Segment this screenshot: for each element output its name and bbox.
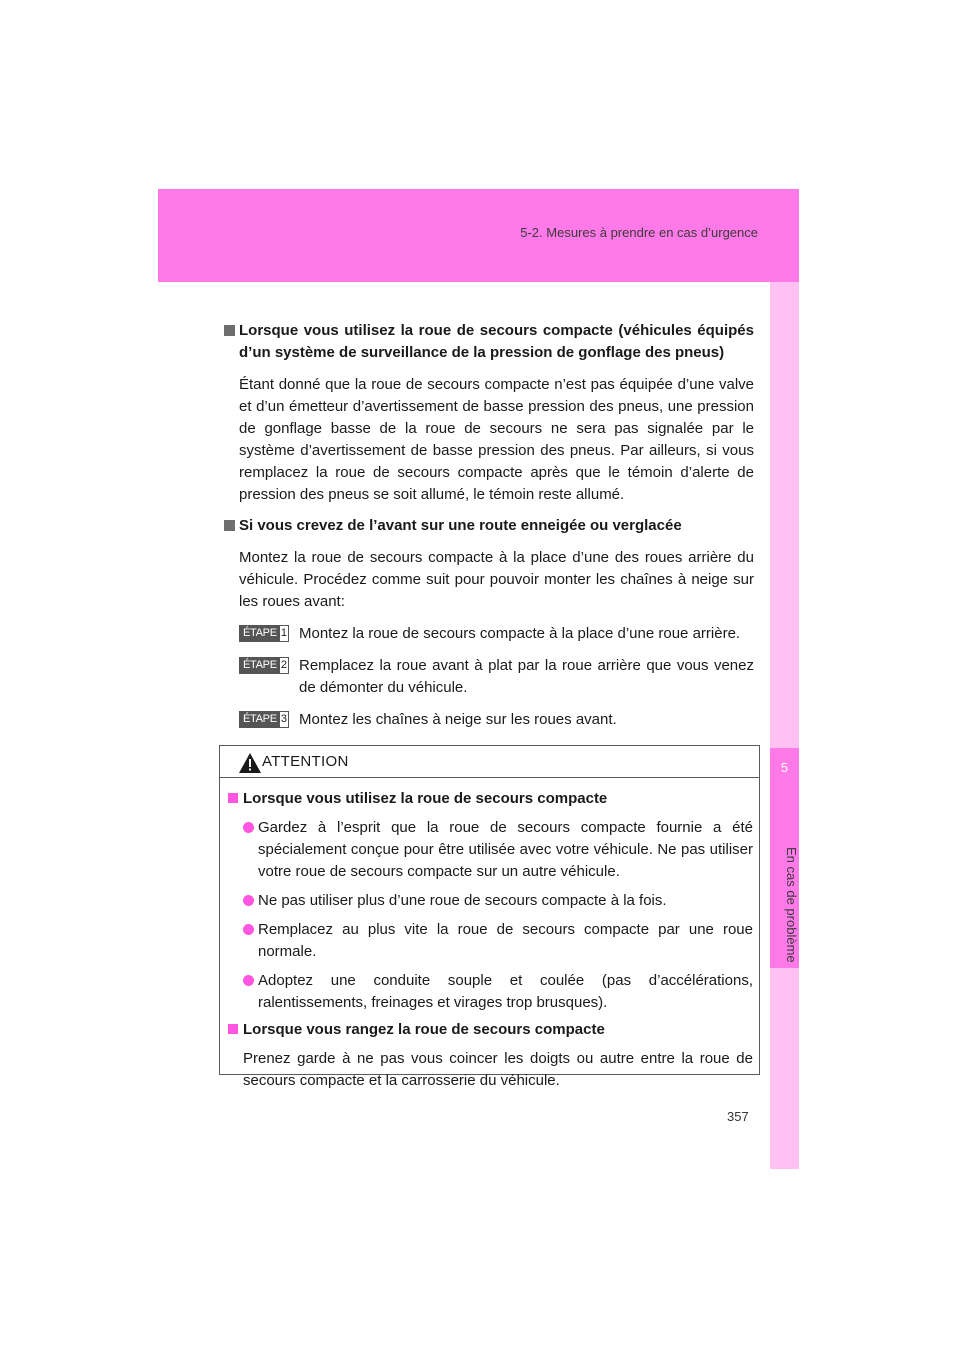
step-badge-number: 3 bbox=[280, 713, 287, 725]
step-2 bbox=[239, 655, 754, 699]
step-text: Montez les chaînes à neige sur les roues avant. bbox=[299, 711, 617, 728]
section-title-2 bbox=[224, 515, 754, 537]
warning-triangle-icon bbox=[238, 752, 262, 774]
page-number: 357 bbox=[727, 1109, 749, 1124]
header-band bbox=[158, 189, 799, 282]
chapter-label: En cas de problème bbox=[784, 847, 799, 963]
square-bullet-icon bbox=[224, 325, 235, 336]
attention-body bbox=[220, 778, 759, 1092]
attention-box bbox=[219, 745, 760, 1089]
bullet-item bbox=[228, 817, 753, 883]
chapter-number: 5 bbox=[780, 760, 789, 775]
step-badge bbox=[239, 711, 289, 728]
section-heading: 5-2. Mesures à prendre en cas d’urgence bbox=[520, 225, 758, 240]
bullet-text: Remplacez au plus vite la roue de secours compacte par une roue normale. bbox=[258, 921, 753, 960]
step-1 bbox=[239, 623, 754, 645]
section-body-2: Montez la roue de secours compacte à la place d’une des roues arrière du véhicule. Procédez comme suit pour pouvoir monter les chaînes à neige sur les roues avant: bbox=[239, 549, 754, 610]
chapter-tab[interactable] bbox=[770, 748, 799, 968]
square-bullet-icon bbox=[228, 793, 238, 803]
step-text: Montez la roue de secours compacte à la place d’une roue arrière. bbox=[299, 625, 741, 642]
square-bullet-icon bbox=[228, 1024, 238, 1034]
bullet-text: Ne pas utiliser plus d’une roue de secours compacte à la fois. bbox=[258, 892, 667, 909]
step-badge-label: ÉTAPE bbox=[240, 658, 280, 673]
round-bullet-icon bbox=[243, 822, 254, 833]
section-body-1: Étant donné que la roue de secours compacte n’est pas équipée d’une valve et d’un émetteur d’avertissement de basse pression des pneus, une pression de gonflage basse de la roue de secours ne sera pas signalée par le système d’avertissement de basse pression des pneus. Par ailleurs, si vous remplacez la roue de secours compacte après que le témoin d’alerte de pression des pneus se soit allumé, le témoin reste allumé. bbox=[239, 376, 754, 503]
side-tab bbox=[770, 282, 799, 1169]
section-title-1-text: Lorsque vous utilisez la roue de secours compacte (véhicules équipés d’un système de surveillance de la pression de gonflage des pneus) bbox=[239, 322, 754, 361]
bullet-item bbox=[228, 890, 753, 912]
bullet-item bbox=[228, 919, 753, 963]
section-title-2-text: Si vous crevez de l’avant sur une route enneigée ou verglacée bbox=[239, 517, 682, 534]
bullet-text: Adoptez une conduite souple et coulée (pas d’accélérations, ralentissements, freinages et virages trop brusques). bbox=[258, 972, 753, 1011]
step-badge bbox=[239, 657, 289, 674]
step-text: Remplacez la roue avant à plat par la roue arrière que vous venez de démonter du véhicule. bbox=[299, 657, 754, 696]
main-content bbox=[224, 320, 754, 731]
round-bullet-icon bbox=[243, 975, 254, 986]
round-bullet-icon bbox=[243, 924, 254, 935]
attention-subtitle-1 bbox=[228, 788, 753, 810]
bullet-item bbox=[228, 970, 753, 1014]
attention-body-text: Prenez garde à ne pas vous coincer les doigts ou autre entre la roue de secours compacte et la carrosserie du véhicule. bbox=[243, 1050, 753, 1089]
step-badge-number: 2 bbox=[280, 659, 287, 671]
square-bullet-icon bbox=[224, 520, 235, 531]
step-badge-number: 1 bbox=[280, 627, 287, 639]
attention-subtitle-2 bbox=[228, 1019, 753, 1041]
attention-subtitle-2-text: Lorsque vous rangez la roue de secours compacte bbox=[243, 1021, 605, 1038]
attention-heading: ATTENTION bbox=[262, 753, 349, 770]
step-badge-label: ÉTAPE bbox=[240, 626, 280, 641]
step-badge bbox=[239, 625, 289, 642]
attention-header bbox=[220, 746, 759, 778]
section-title-1 bbox=[224, 320, 754, 364]
bullet-text: Gardez à l’esprit que la roue de secours compacte fournie a été spécialement conçue pour être utilisée avec votre véhicule. Ne pas utiliser votre roue de secours compacte sur un autre véhicule. bbox=[258, 819, 753, 880]
round-bullet-icon bbox=[243, 895, 254, 906]
step-badge-label: ÉTAPE bbox=[240, 712, 280, 727]
attention-subtitle-1-text: Lorsque vous utilisez la roue de secours compacte bbox=[243, 790, 608, 807]
step-3 bbox=[239, 709, 754, 731]
